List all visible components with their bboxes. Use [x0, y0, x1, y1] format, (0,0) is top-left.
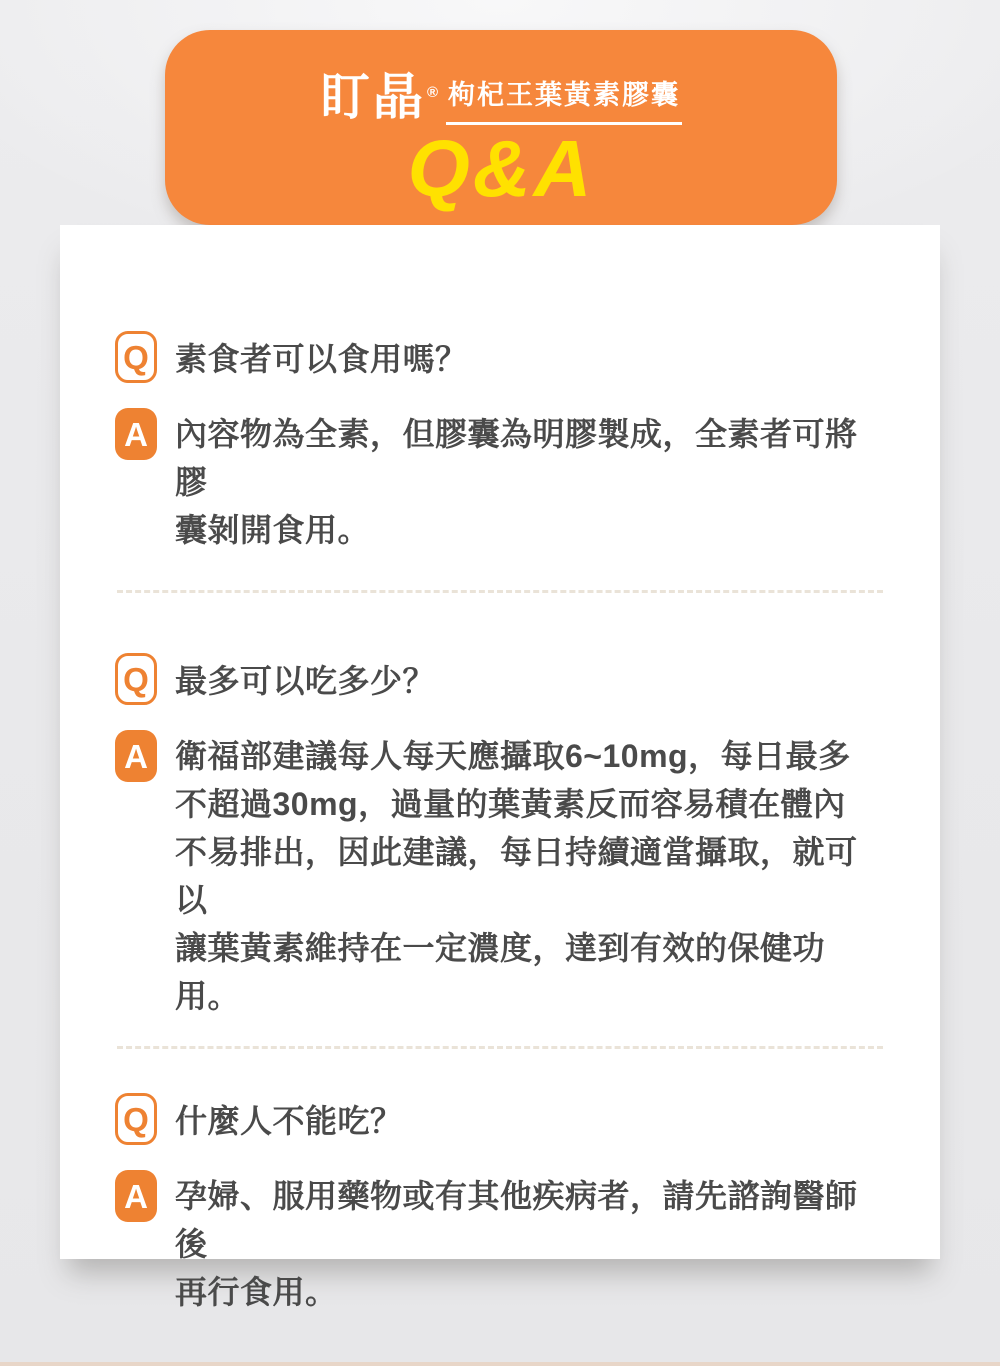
header-banner	[165, 30, 837, 225]
q-badge-icon: Q	[115, 331, 157, 383]
answer-row	[115, 408, 885, 554]
brand-logo	[320, 69, 438, 125]
qa-item	[115, 331, 885, 554]
brand-logo-text: 盯晶	[320, 69, 426, 125]
logo-row	[165, 30, 837, 125]
dashed-separator	[117, 1046, 883, 1049]
question-text: 最多可以吃多少？	[175, 663, 436, 699]
answer-line: 不易排出，因此建議，每日持續適當攝取，就可以	[175, 834, 858, 918]
answer-text	[175, 732, 885, 1020]
answer-line: 囊剝開食用。	[175, 512, 371, 548]
qa-card	[60, 225, 940, 1310]
question-row	[115, 1093, 885, 1145]
bottom-edge-strip	[0, 1362, 1000, 1366]
qa-item	[115, 1093, 885, 1316]
q-badge-icon: Q	[115, 653, 157, 705]
qa-page-title: Q&A	[407, 124, 595, 213]
question-text: 素食者可以食用嗎？	[175, 341, 468, 377]
qa-item	[115, 653, 885, 1020]
a-badge-icon: A	[115, 1170, 157, 1222]
answer-row	[115, 730, 885, 1020]
a-badge-icon: A	[115, 730, 157, 782]
answer-line: 孕婦、服用藥物或有其他疾病者，請先諮詢醫師後	[175, 1178, 858, 1262]
answer-line: 讓葉黃素維持在一定濃度，達到有效的保健功用。	[175, 930, 826, 1014]
answer-text	[175, 410, 885, 554]
answer-row	[115, 1170, 885, 1316]
question-row	[115, 331, 885, 383]
question-row	[115, 653, 885, 705]
q-badge-icon: Q	[115, 1093, 157, 1145]
answer-text	[175, 1172, 885, 1316]
answer-line: 衛福部建議每人每天應攝取6~10mg，每日最多	[175, 738, 851, 774]
answer-line: 內容物為全素，但膠囊為明膠製成，全素者可將膠	[175, 416, 858, 500]
registered-mark: ®	[426, 84, 438, 101]
a-badge-icon: A	[115, 408, 157, 460]
product-name: 枸杞王葉黃素膠囊	[446, 73, 682, 125]
answer-line: 再行食用。	[175, 1274, 338, 1310]
dashed-separator	[117, 590, 883, 593]
answer-line: 不超過30mg，過量的葉黃素反而容易積在體內	[175, 786, 846, 822]
question-text: 什麼人不能吃？	[175, 1103, 403, 1139]
